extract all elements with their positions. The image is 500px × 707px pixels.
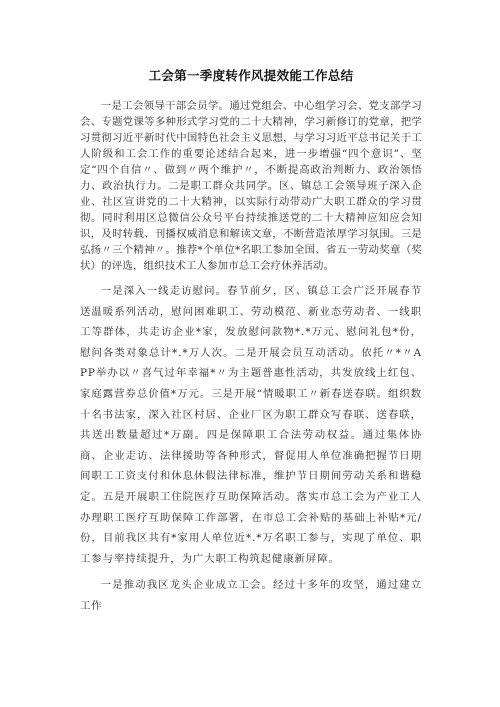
paragraph-visits: 一是深入一线走访慰问。春节前夕，区、镇总工会广泛开展春节送温暖系列活动，慰问困难职工、劳动模范、新业态劳动者、一线职工等群体，共走访企业*家，发放慰问款物*.*万元、慰问礼包*份，慰问各类对象总计*.*万人次。二是开展会员互动活动。依托〃*〃APP举办以〃喜气过年幸福*〃为主题普惠性活动，共发放线上红包、家庭露营券总价值*万元。三是开展“情暖职工〃新春送春联。组织数十名书法家，深入社区村居、企业厂区为职工群众写春联、送春联，共送出数量超过*万副。四是保障职工合法劳动权益。通过集体协商、企业走访、法律援助等各种形式，督促用人单位准确把握节日期间职工工资支付和休息休假法律标准，维护节日期间劳动关系和谐稳定。五是开展职工住院医疗互助保障活动。落实市总工会为产业工人办理职工医疗互助保障工作部署，在市总工会补贴的基础上补贴*元/份，目前我区共有*家用人单位近*.*万名职工参与，实现了单位、职工参与率持续提升，为广大职工构筑起健康新屏障。 [80, 285, 422, 565]
paragraph-study: 一是工会领导干部会员学。通过党组会、中心组学习会、党支部学习会、专题党课等多种形式学习党的二十大精神，学习新修订的党章，把学习贯彻习近平新时代中国特色社会主义思想，与学习习近平总书记关于工人阶级和工会工作的重要论述结合起来，进一步增强“四个意识”、坚定“四个自信〃、做到〃两个维护〃，不断提高政治判断力、政治领悟力、政治执行力。二是职工群众共同学。区、镇总工会领导班子深入企业、社区宣讲党的二十大精神，以实际行动带动广大职工群众的学习贯彻。同时利用区总微信公众号平台持续推送党的二十大精神应知应会知识，及时转载、刊播权威消息和解读文章，不断营造浓厚学习氛围。三是弘扬〃三个精神〃。推荐*个单位*名职工参加全国、省五一劳动奖章（奖状）的评选，组织技术工人参加市总工会疗休养活动。 [80, 100, 422, 272]
document-title: 工会第一季度转作风提效能工作总结 [148, 68, 354, 83]
paragraph-enterprise-union: 一是推动我区龙头企业成立工会。经过十多年的攻坚，通过建立工作 [80, 579, 422, 612]
